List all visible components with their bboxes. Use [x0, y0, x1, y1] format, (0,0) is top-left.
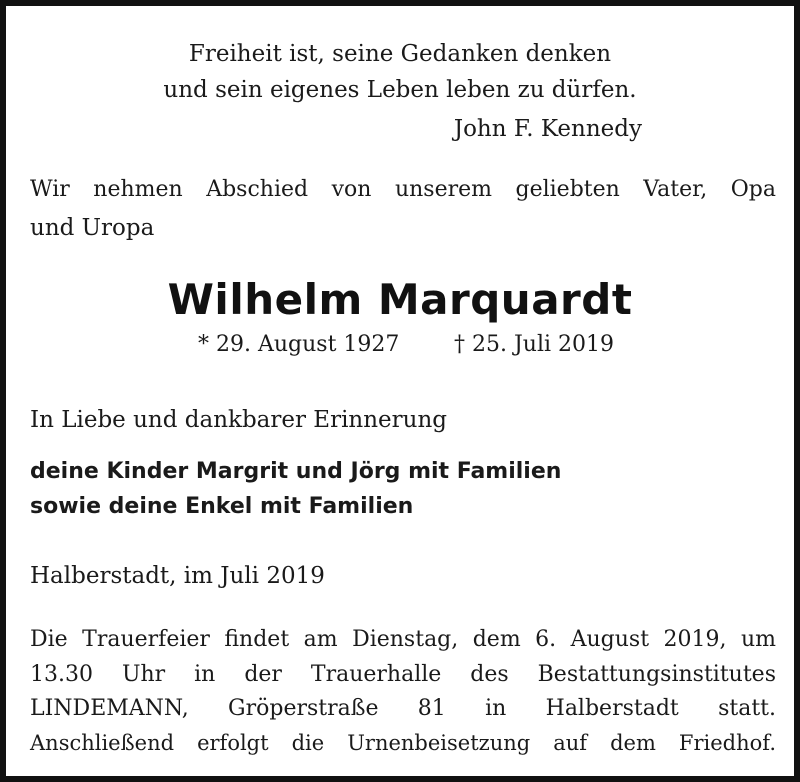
death-date: † 25. Juli 2019	[454, 332, 615, 357]
quote-line-1: Freiheit ist, seine Gedanken denken	[188, 41, 612, 67]
ceremony-line-4: Anschließend erfolgt die Urnenbeisetzung auf dem Friedhof.	[30, 731, 776, 755]
farewell-line-2: und Uropa	[30, 215, 155, 241]
remembrance-text: In Liebe und dankbarer Erinnerung	[30, 407, 448, 433]
quote-author: John F. Kennedy	[453, 116, 642, 142]
ceremony-line-3: LINDEMANN, Gröperstraße 81 in Halberstadt statt.	[30, 696, 776, 721]
deceased-name: Wilhelm Marquardt	[167, 275, 633, 324]
ceremony-line-2: 13.30 Uhr in der Trauerhalle des Bestattungsinstitutes	[30, 662, 776, 687]
farewell-line-1: Wir nehmen Abschied von unserem geliebten Vater, Opa	[30, 177, 776, 202]
mourners-children: deine Kinder Margrit und Jörg mit Familien	[30, 459, 562, 484]
quote-line-2: und sein eigenes Leben leben zu dürfen.	[163, 77, 637, 103]
ceremony-line-1: Die Trauerfeier findet am Dienstag, dem 6. August 2019, um	[30, 627, 776, 652]
mourners-grandchildren: sowie deine Enkel mit Familien	[30, 494, 414, 519]
birth-date: * 29. August 1927	[198, 332, 400, 357]
place-and-date: Halberstadt, im Juli 2019	[30, 563, 325, 589]
